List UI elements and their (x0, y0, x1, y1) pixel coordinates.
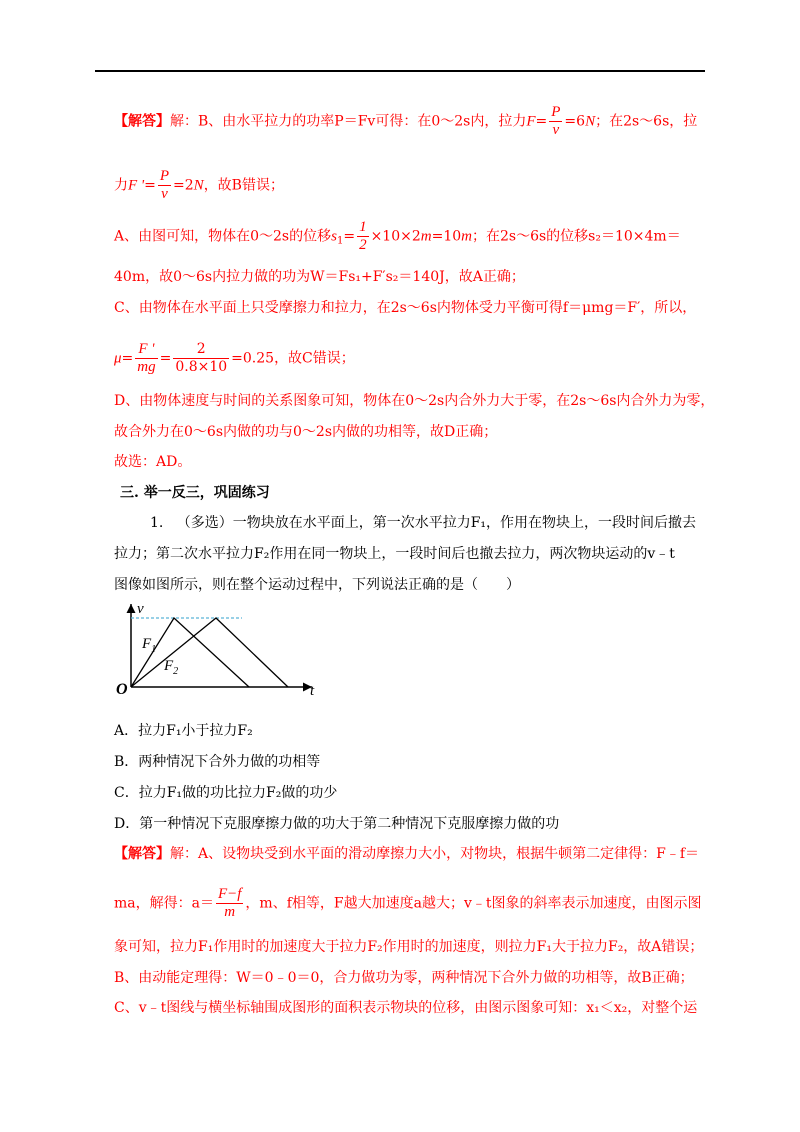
answer2-line2: ma，解得：a＝ $\frac{F-f}{m}$ ，m、f相等，F越大加速度a越大；v﹣t图象的斜率表示加速度，由图示图 (114, 886, 702, 920)
option-a: A．拉力F₁小于拉力F₂ (114, 723, 253, 739)
answer2-line4: B、由动能定理得：W＝0﹣0＝0，合力做功为零，两种情况下合外力做的功相等，故B正确； (114, 970, 694, 986)
option-b: B．两种情况下合外力做的功相等 (114, 754, 321, 770)
header-rule (95, 70, 705, 72)
answer1-line8: 故合外力在0～6s内做的功与0～2s内做的功相等，故D正确； (114, 424, 498, 440)
section-heading: 三. 举一反三，巩固练习 (120, 485, 270, 501)
option-c: C．拉力F₁做的功比拉力F₂做的功少 (114, 785, 338, 801)
f1-graph-line (131, 618, 249, 687)
answer1-line5: C、由物体在水平面上只受摩擦力和拉力，在2s～6s内物体受力平衡可得f＝μmg＝F′，所以， (114, 300, 697, 316)
answer1-line2: 力F '= $\frac{P}{v}$ =2N，故B错误； (114, 168, 284, 202)
answer1-line4: 40m，故0～6s内拉力做的功为W＝Fs₁+F′s₂＝140J，故A正确； (114, 269, 525, 285)
answer1-line9: 故选：AD。 (114, 454, 192, 470)
x-axis-label: t (310, 683, 315, 699)
fraction-f-minus-f-over-m: $\frac{F-f}{m}$ (217, 886, 242, 920)
answer1-line6: μ= $\frac{F '}{mg}$ = $\frac{2}{0.8\times 10}$ =0.25，故C错误； (114, 341, 355, 375)
answer1-line7: D、由物体速度与时间的关系图象可知，物体在0～2s内合外力大于零，在2s～6s内合外力为零， (114, 393, 715, 409)
f2-label: $F_2$ (164, 658, 179, 677)
answer1-line3: A、由图可知，物体在0～2s的位移$s_1=$ $\frac{1}{2}$ ×10×2m=10m；在2s～6s的位移s₂＝10×4m＝ (114, 219, 681, 253)
fraction-one-half: $\frac{1}{2}$ (359, 219, 367, 253)
option-d: D．第一种情况下克服摩擦力做的功大于第二种情况下克服摩擦力做的功 (114, 816, 560, 832)
question-line3: 图像如图所示，则在整个运动过程中，下列说法正确的是（ ） (114, 577, 520, 593)
answer2-line5: C、v﹣t图线与横坐标轴围成图形的面积表示物块的位移，由图示图象可知：x₁＜x₂，对整个运 (114, 1000, 698, 1016)
origin-label: O (116, 681, 128, 698)
y-axis-label: v (137, 601, 144, 617)
question-line2: 拉力；第二次水平拉力F₂作用在同一物块上，一段时间后也撤去拉力，两次物块运动的v﹣t (114, 546, 675, 562)
answer2-line3: 象可知，拉力F₁作用时的加速度大于拉力F₂作用时的加速度，则拉力F₁大于拉力F₂，故A错误； (114, 939, 704, 955)
fraction-two-over-eight: $\frac{2}{0.8\times 10}$ (175, 341, 228, 375)
f1-label: $F_1$ (142, 636, 157, 655)
answer-tag-2: 【解答】 (114, 846, 170, 862)
fraction-p-over-v-2: $\frac{P}{v}$ (159, 168, 170, 202)
answer-tag: 【解答】 (114, 113, 170, 130)
answer1-line1: 【解答】解：B、由水平拉力的功率P＝Fv可得：在0～2s内，拉力F= $\frac{P}{v}$ =6N；在2s～6s，拉 (114, 104, 698, 138)
question-number: 1. (150, 515, 164, 531)
question-line1: 1. （多选）一物块放在水平面上，第一次水平拉力F₁，作用在物块上，一段时间后撤去 (150, 515, 697, 531)
fraction-p-over-v: $\frac{P}{v}$ (551, 104, 561, 138)
vt-graph (112, 600, 332, 700)
fraction-f-over-mg: $\frac{F '}{mg}$ (137, 341, 156, 375)
answer2-line1: 【解答】解：A、设物块受到水平面的滑动摩擦力大小，对物块，根据牛顿第二定律得：F﹣f＝ (114, 846, 700, 862)
